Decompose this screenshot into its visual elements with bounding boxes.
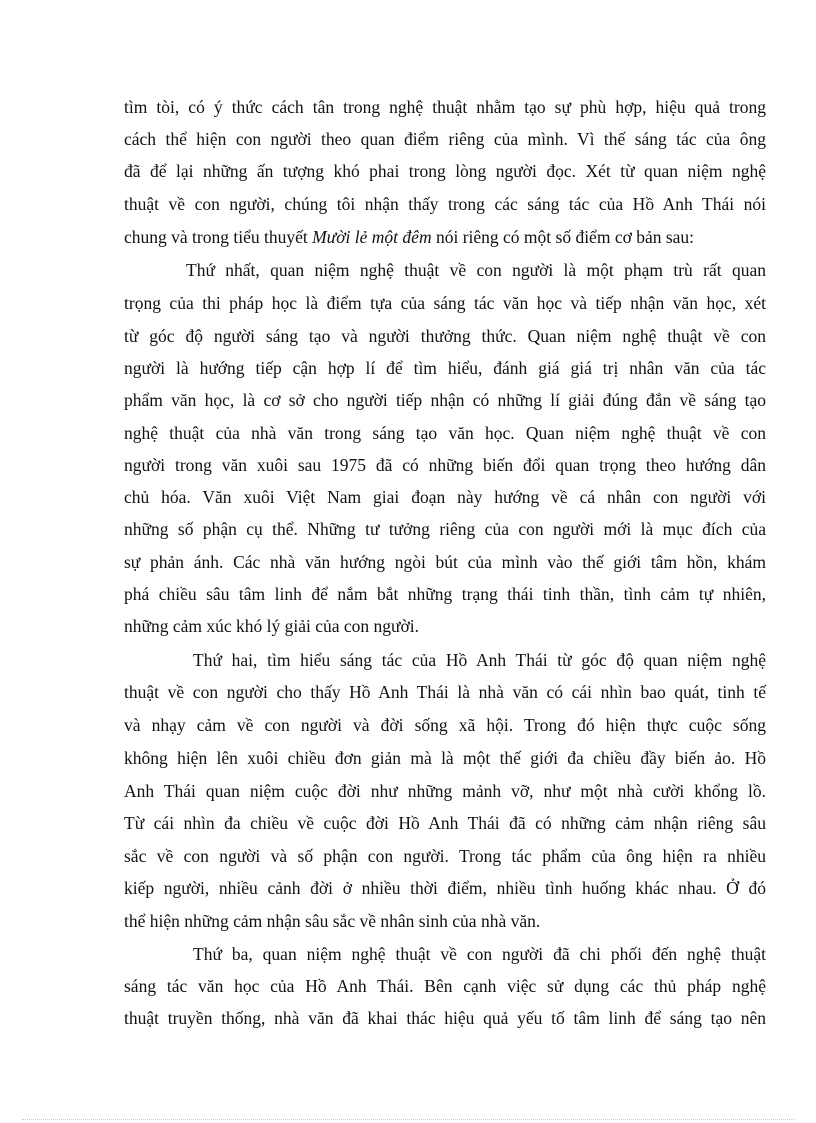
- text-line: sắc về con người và số phận con người. Trong tác phẩm của ông hiện ra nhiều: [124, 846, 766, 866]
- text-line: những số phận cụ thể. Những tư tưởng riêng của con người mới là mục đích của: [124, 519, 766, 539]
- text-line-with-book-title: [124, 225, 766, 249]
- text-segment: nói riêng có một số điểm cơ bản sau:: [431, 227, 695, 247]
- text-line: Anh Thái quan niệm cuộc đời như những mảnh vỡ, như một nhà cười khổng lồ.: [124, 781, 766, 801]
- text-line: sáng tác văn học của Hồ Anh Thái. Bên cạnh việc sử dụng các thủ pháp nghệ: [124, 976, 766, 996]
- text-line: những cảm xúc khó lý giải của con người.: [124, 616, 420, 636]
- text-line: sự phản ánh. Các nhà văn hướng ngòi bút của mình vào thế giới tâm hồn, khám: [124, 552, 766, 572]
- text-line: nghệ thuật của nhà văn trong sáng tạo văn học. Quan niệm nghệ thuật về con: [124, 423, 766, 443]
- text-line: từ góc độ người sáng tạo và người thưởng thức. Quan niệm nghệ thuật về con: [124, 326, 766, 346]
- text-line: người trong văn xuôi sau 1975 đã có những biến đổi quan trọng theo hướng dân: [124, 455, 766, 475]
- paragraph-first-line: Thứ ba, quan niệm nghệ thuật về con người đã chi phối đến nghệ thuật: [193, 944, 766, 964]
- text-line: cách thể hiện con người theo quan điểm riêng của mình. Vì thế sáng tác của ông: [124, 129, 766, 149]
- paragraph-first-line: Thứ hai, tìm hiểu sáng tác của Hồ Anh Thái từ góc độ quan niệm nghệ: [193, 650, 766, 670]
- text-line: kiếp người, nhiều cảnh đời ở nhiều thời điểm, nhiều tình huống khác nhau. Ở đó: [124, 878, 766, 898]
- text-line: thuật truyền thống, nhà văn đã khai thác hiệu quả yếu tố tâm linh để sáng tạo nên: [124, 1008, 766, 1028]
- text-line: Từ cái nhìn đa chiều về cuộc đời Hồ Anh Thái đã có những cảm nhận riêng sâu: [124, 813, 766, 833]
- text-segment: chung và trong tiểu thuyết: [124, 227, 313, 247]
- paragraph-first-line: Thứ nhất, quan niệm nghệ thuật về con người là một phạm trù rất quan: [186, 260, 766, 280]
- text-line: người là hướng tiếp cận hợp lí để tìm hiểu, đánh giá giá trị nhân văn của tác: [124, 358, 766, 378]
- text-line: và nhạy cảm về con người và đời sống xã hội. Trong đó hiện thực cuộc sống: [124, 715, 766, 735]
- text-line: phá chiều sâu tâm linh để nắm bắt những trạng thái tinh thần, tình cảm tự nhiên,: [124, 584, 766, 604]
- text-line: trọng của thi pháp học là điểm tựa của sáng tác văn học và tiếp nhận văn học, xét: [124, 293, 766, 313]
- text-line: thuật về con người cho thấy Hồ Anh Thái là nhà văn có cái nhìn bao quát, tinh tế: [124, 682, 766, 702]
- text-line: thể hiện những cảm nhận sâu sắc về nhân sinh của nhà văn.: [124, 911, 541, 931]
- text-line: chủ hóa. Văn xuôi Việt Nam giai đoạn này hướng về cá nhân con người với: [124, 487, 766, 507]
- text-line: phẩm văn học, là cơ sở cho người tiếp nhận có những lí giải đúng đắn về sáng tạo: [124, 390, 766, 410]
- text-line: tìm tòi, có ý thức cách tân trong nghệ thuật nhằm tạo sự phù hợp, hiệu quả trong: [124, 97, 766, 117]
- page-bottom-divider: [22, 1119, 794, 1120]
- text-line: thuật về con người, chúng tôi nhận thấy trong các sáng tác của Hồ Anh Thái nói: [124, 194, 766, 214]
- text-line: đã để lại những ấn tượng khó phai trong lòng người đọc. Xét từ quan niệm nghệ: [124, 161, 766, 181]
- text-line: không hiện lên xuôi chiều đơn giản mà là một thế giới đa chiều đầy biến ảo. Hồ: [124, 748, 766, 768]
- book-title: Mười lẻ một đêm: [312, 227, 432, 247]
